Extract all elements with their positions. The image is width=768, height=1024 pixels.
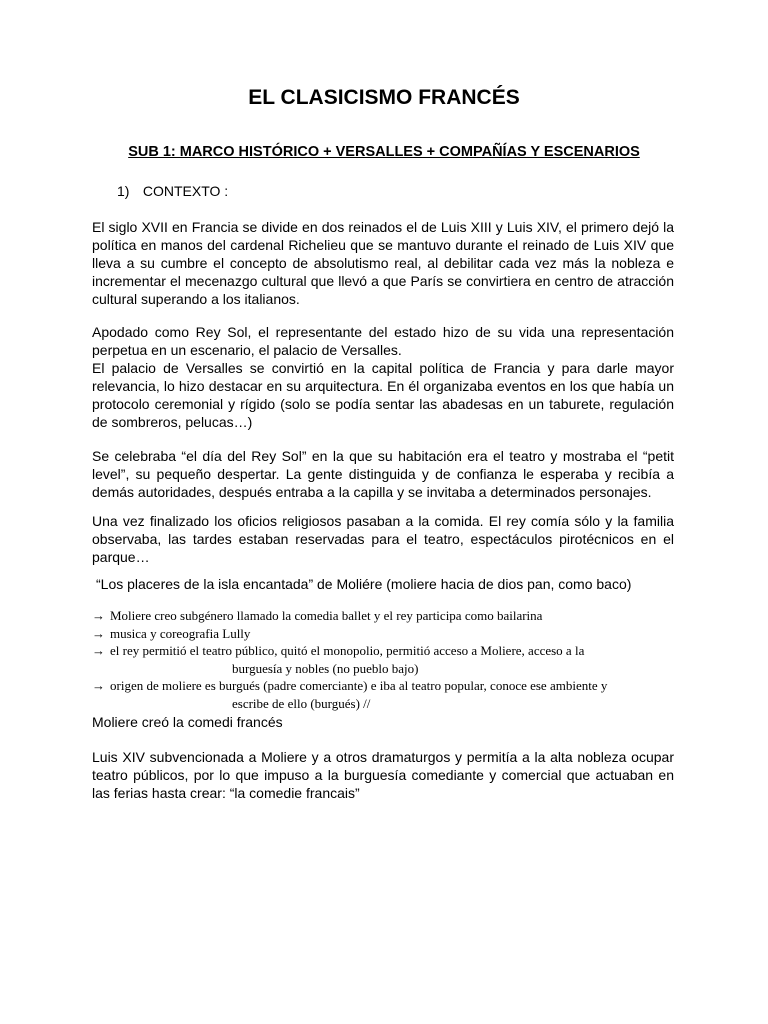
list-item-text: origen de moliere es burgués (padre comerciante) e iba al teatro popular, conoce ese ambiente y	[110, 678, 608, 693]
list-item	[92, 642, 674, 660]
list-item-continuation: burguesía y nobles (no pueblo bajo)	[232, 660, 419, 676]
paragraph-text: Luis XIV subvencionada a Moliere y a otros dramaturgos y permitía a la alta nobleza ocupar teatro públicos, por lo que impuso a la burguesía comediante y comercial que actuaban en las ferias hasta crear: “la comedie francais”	[92, 749, 674, 801]
list-item	[92, 677, 674, 695]
paragraph-context	[92, 218, 674, 308]
list-item-continuation: escribe de ello (burgués) //	[232, 695, 371, 711]
paragraph-versalles	[92, 323, 674, 431]
arrow-list	[92, 607, 674, 712]
arrow-icon: →	[92, 608, 105, 623]
section-heading: SUB 1: MARCO HISTÓRICO + VERSALLES + COMPAÑÍAS Y ESCENARIOS	[128, 144, 640, 160]
paragraph-comedi	[92, 713, 674, 731]
paragraph-subvencion	[92, 748, 674, 802]
item-label: CONTEXTO :	[142, 183, 229, 199]
list-item-text: Moliere creo subgénero llamado la comedia ballet y el rey participa como bailarina	[110, 608, 543, 623]
arrow-icon: →	[92, 678, 105, 693]
paragraph-text: El siglo XVII en Francia se divide en dos reinados el de Luis XIII y Luis XIV, el primero dejó la política en manos del cardenal Richelieu que se mantuvo durante el reinado de Luis XIV que lleva a su cumbre el concepto de absolutismo real, al debilitar cada vez más la nobleza e incrementar el mecenazgo cultural que llevó a que París se convirtiera en centro de atracción cultural superando a los italianos.	[92, 219, 674, 307]
paragraph-text: Moliere creó la comedi francés	[92, 714, 283, 730]
list-item-text: musica y coreografia Lully	[110, 625, 251, 641]
list-item	[92, 607, 674, 625]
paragraph-rey-sol	[92, 447, 674, 501]
list-item	[92, 625, 674, 643]
arrow-icon: →	[92, 625, 105, 641]
item-number: 1)	[117, 183, 130, 199]
quote-line: “Los placeres de la isla encantada” de Moliére (moliere hacia de dios pan, como baco)	[96, 576, 632, 592]
paragraph-text: Se celebraba “el día del Rey Sol” en la que su habitación era el teatro y mostraba el “petit level”, su pequeño despertar. La gente distinguida y de confianza le esperaba y recibía a demás autoridades, después entraba a la capilla y se invitaba a determinados personajes.	[92, 448, 674, 500]
arrow-icon: →	[92, 643, 105, 658]
numbered-heading	[117, 183, 228, 199]
list-item-text: el rey permitió el teatro público, quitó el monopolio, permitió acceso a Moliere, acceso a la	[110, 643, 585, 658]
paragraph-text: Apodado como Rey Sol, el representante del estado hizo de su vida una representación perpetua en un escenario, el palacio de Versalles.	[92, 324, 674, 358]
paragraph-text: El palacio de Versalles se convirtió en la capital política de Francia y para darle mayor relevancia, lo hizo destacar en su arquitectura. En él organizaba eventos en los que había un protocolo ceremonial y rígido (solo se podía sentar las abadesas en un taburete, regulación de sombreros, pelucas…)	[92, 360, 674, 430]
paragraph-comida	[92, 512, 674, 566]
page-title: EL CLASICISMO FRANCÉS	[248, 86, 520, 109]
paragraph-text: Una vez finalizado los oficios religiosos pasaban a la comida. El rey comía sólo y la familia observaba, las tardes estaban reservadas para el teatro, espectáculos pirotécnicos en el parque…	[92, 513, 674, 565]
